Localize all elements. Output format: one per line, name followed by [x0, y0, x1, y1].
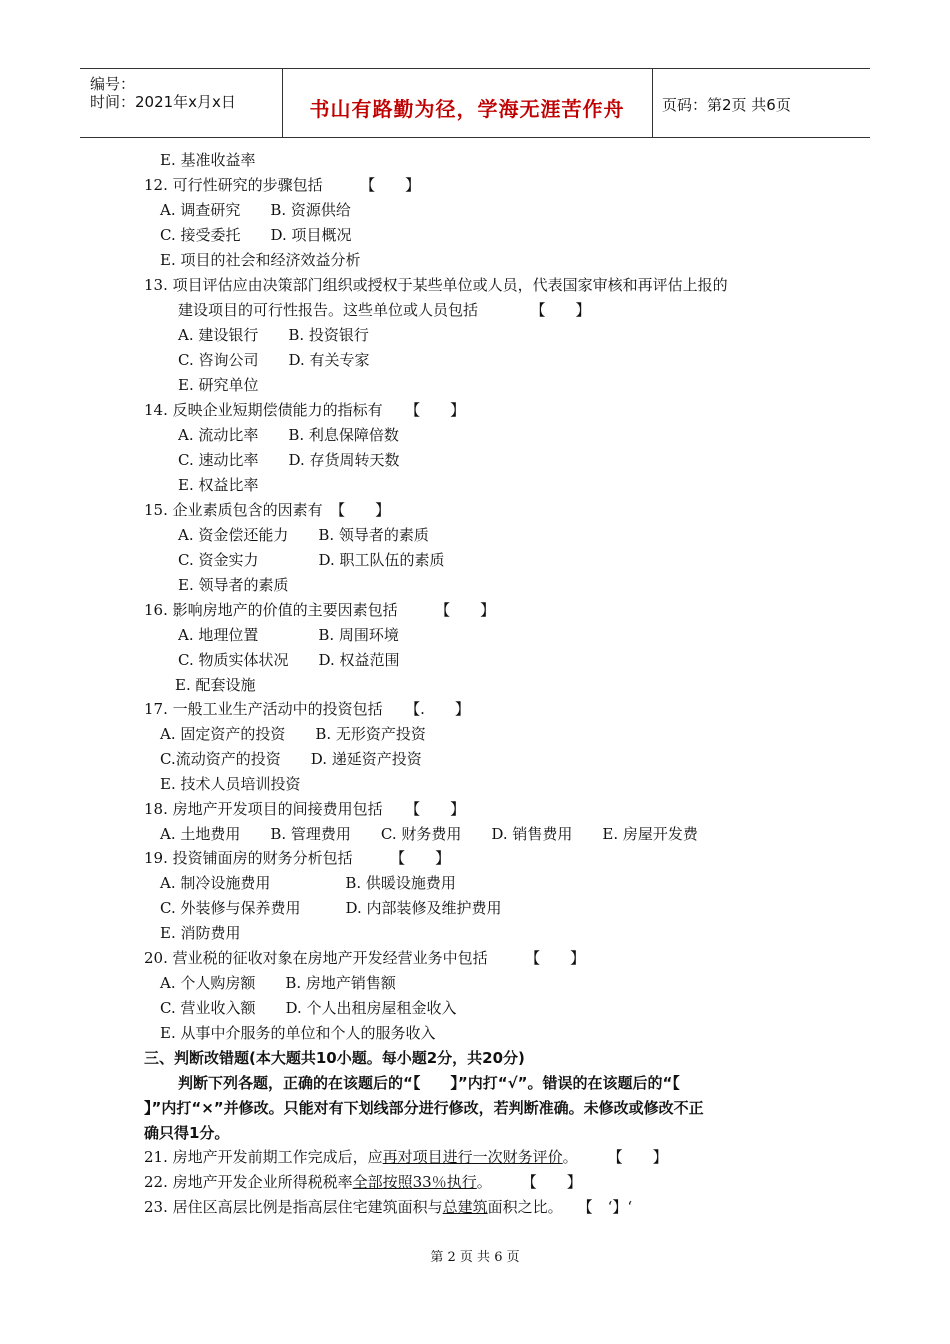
text-line	[178, 373, 259, 397]
line-text: 20. 营业税的征收对象在房地产开发经营业务中包括 【 】	[144, 949, 586, 967]
text-line	[178, 298, 591, 322]
line-text: E. 从事中介服务的单位和个人的服务收入	[160, 1024, 436, 1042]
line-text: 建设项目的可行性报告。这些单位或人员包括 【 】	[178, 301, 591, 319]
line-text: 23. 居住区高层比例是指高层住宅建筑面积与	[144, 1198, 443, 1216]
line-text: 16. 影响房地产的价值的主要因素包括 【 】	[144, 601, 496, 619]
line-text: E. 技术人员培训投资	[160, 775, 301, 793]
line-text: C. 外装修与保养费用 D. 内部装修及维护费用	[160, 899, 502, 917]
text-line	[160, 996, 457, 1020]
text-line	[178, 548, 445, 572]
text-line	[160, 871, 456, 895]
underlined-text: 全部按照33％执行	[352, 1173, 477, 1191]
text-line	[178, 623, 399, 647]
text-line	[144, 498, 390, 522]
text-line	[160, 822, 698, 846]
line-text: C. 物质实体状况 D. 权益范围	[178, 651, 400, 669]
line-text: E. 领导者的素质	[178, 576, 289, 594]
line-text: 18. 房地产开发项目的间接费用包括 【 】	[144, 800, 466, 818]
line-text-after: 面积之比。 【 ‘】‘	[487, 1198, 633, 1216]
line-text: C.流动资产的投资 D. 递延资产投资	[160, 750, 422, 768]
line-text: C. 营业收入额 D. 个人出租房屋租金收入	[160, 999, 457, 1017]
line-text: E. 权益比率	[178, 476, 259, 494]
text-line	[144, 946, 585, 970]
text-line	[178, 648, 400, 672]
page-footer: 第 2 页 共 6 页	[430, 1250, 520, 1265]
text-line	[175, 673, 256, 697]
line-text: E. 研究单位	[178, 376, 259, 394]
line-text: C. 接受委托 D. 项目概况	[160, 226, 352, 244]
line-text: 22. 房地产开发企业所得税税率	[144, 1173, 353, 1191]
text-line	[144, 273, 728, 297]
line-text: A. 地理位置 B. 周围环境	[178, 626, 399, 644]
text-line	[144, 1170, 582, 1194]
line-text-after: 。 【 】	[476, 1173, 582, 1191]
serial-label: 编号：	[90, 75, 136, 93]
line-text: C. 速动比率 D. 存货周转天数	[178, 451, 400, 469]
line-text: A. 流动比率 B. 利息保障倍数	[178, 426, 399, 444]
text-line	[160, 896, 502, 920]
header-middle-cell	[282, 69, 653, 137]
line-text: E. 基准收益率	[160, 151, 256, 169]
date-label: 时间：2021年x月x日	[90, 93, 236, 111]
line-text: 17. 一般工业生产活动中的投资包括 【. 】	[144, 700, 470, 718]
line-text-after: 。 【 】	[562, 1148, 668, 1166]
text-line	[144, 1096, 704, 1120]
text-line	[144, 398, 465, 422]
text-line	[160, 971, 396, 995]
text-line	[178, 1071, 680, 1095]
line-text: A. 土地费用 B. 管理费用 C. 财务费用 D. 销售费用 E. 房屋开发费	[160, 825, 698, 843]
underlined-text: 总建筑	[442, 1198, 488, 1216]
line-text: C. 资金实力 D. 职工队伍的素质	[178, 551, 445, 569]
text-line	[160, 148, 256, 172]
line-text: A. 建设银行 B. 投资银行	[178, 326, 369, 344]
text-line	[144, 697, 470, 721]
line-text: 确只得1分。	[144, 1124, 230, 1142]
text-line	[178, 448, 400, 472]
page-header	[80, 68, 870, 138]
line-text: 判断下列各题，正确的在该题后的“【 】”内打“√”。错误的在该题后的“【	[178, 1074, 680, 1092]
text-line	[160, 1021, 436, 1045]
text-line	[178, 323, 369, 347]
underlined-text: 再对项目进行一次财务评价	[382, 1148, 563, 1166]
text-line	[178, 473, 259, 497]
header-left-cell	[80, 69, 283, 137]
text-line	[160, 223, 352, 247]
text-line	[144, 598, 495, 622]
text-line	[178, 523, 429, 547]
text-line	[160, 747, 422, 771]
line-text: A. 制冷设施费用 B. 供暖设施费用	[160, 874, 456, 892]
header-page-info: 页码：第2页 共6页	[662, 96, 791, 114]
line-text: E. 项目的社会和经济效益分析	[160, 251, 361, 269]
text-line	[160, 772, 301, 796]
line-text: 】”内打“×”并修改。只能对有下划线部分进行修改，若判断准确。未修改或修改不正	[144, 1099, 704, 1117]
header-right-cell	[652, 69, 870, 137]
line-text: 15. 企业素质包含的因素有 【 】	[144, 501, 391, 519]
line-text: 19. 投资铺面房的财务分析包括 【 】	[144, 849, 451, 867]
text-line	[178, 423, 399, 447]
text-line	[144, 1145, 668, 1169]
line-text: E. 消防费用	[160, 924, 241, 942]
text-line	[144, 797, 465, 821]
header-motto: 书山有路勤为径，学海无涯苦作舟	[309, 97, 625, 121]
line-text: A. 个人购房额 B. 房地产销售额	[160, 974, 396, 992]
line-text: 三、判断改错题(本大题共10小题。每小题2分，共20分)	[144, 1049, 525, 1067]
line-text: A. 调查研究 B. 资源供给	[160, 201, 351, 219]
text-line	[160, 198, 351, 222]
text-line	[160, 722, 426, 746]
line-text: A. 资金偿还能力 B. 领导者的素质	[178, 526, 429, 544]
text-line	[144, 1121, 229, 1145]
line-text: 12. 可行性研究的步骤包括 【 】	[144, 176, 421, 194]
text-line	[144, 1046, 525, 1070]
line-text: A. 固定资产的投资 B. 无形资产投资	[160, 725, 426, 743]
line-text: C. 咨询公司 D. 有关专家	[178, 351, 370, 369]
text-line	[144, 1195, 632, 1219]
text-line	[178, 348, 370, 372]
text-line	[160, 248, 361, 272]
line-text: 13. 项目评估应由决策部门组织或授权于某些单位或人员，代表国家审核和再评估上报的	[144, 276, 728, 294]
text-line	[144, 173, 420, 197]
line-text: E. 配套设施	[175, 676, 256, 694]
text-line	[144, 846, 450, 870]
line-text: 14. 反映企业短期偿债能力的指标有 【 】	[144, 401, 466, 419]
line-text: 21. 房地产开发前期工作完成后，应	[144, 1148, 383, 1166]
text-line	[178, 573, 289, 597]
text-line	[160, 921, 241, 945]
